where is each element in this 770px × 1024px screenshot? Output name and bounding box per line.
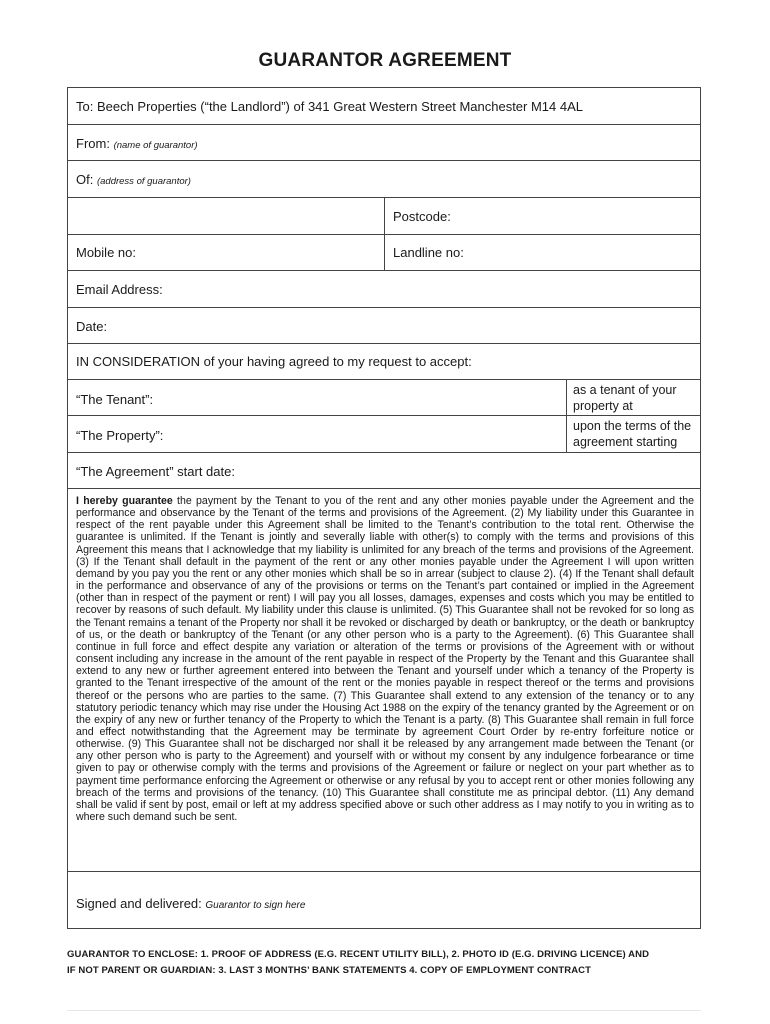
agreement-start-row[interactable] [68, 453, 700, 489]
signed-label: Signed and delivered: [76, 896, 202, 911]
email-label: Email Address: [76, 282, 163, 297]
footer-line-2: IF NOT PARENT OR GUARDIAN: 3. LAST 3 MONTHS’ BANK STATEMENTS 4. COPY OF EMPLOYMENT CONTRACT [67, 965, 592, 976]
landline-label: Landline no: [393, 245, 464, 260]
landline-field[interactable] [384, 235, 700, 270]
guarantor-name-row[interactable] [68, 125, 700, 161]
property-row [68, 416, 700, 453]
tenant-note-cell [566, 380, 700, 415]
guarantee-clause-row [68, 489, 700, 872]
from-label: From: [76, 136, 110, 151]
guarantee-clause [76, 495, 694, 823]
date-label: Date: [76, 319, 108, 334]
guarantor-form [67, 87, 701, 929]
date-row[interactable] [68, 308, 700, 344]
tenant-field[interactable] [68, 380, 566, 415]
property-note-line2: agreement starting [573, 435, 678, 449]
landlord-row [68, 88, 700, 125]
of-label: Of: [76, 172, 94, 187]
property-note-cell [566, 416, 700, 452]
mobile-label: Mobile no: [76, 245, 136, 260]
postcode-field[interactable] [384, 198, 700, 234]
tenant-label: “The Tenant”: [76, 392, 154, 407]
consideration-row [68, 344, 700, 380]
tenant-row [68, 380, 700, 416]
guarantor-address-row[interactable] [68, 161, 700, 198]
from-hint: (name of guarantor) [113, 140, 198, 151]
page-bottom-divider [67, 1010, 701, 1011]
postcode-label: Postcode: [393, 209, 451, 224]
phone-row [68, 235, 700, 271]
tenant-note-line2: property at [573, 399, 633, 413]
footer-line-1: GUARANTOR TO ENCLOSE: 1. PROOF OF ADDRESS (E.G. RECENT UTILITY BILL), 2. PHOTO ID (E.G. DRIVING LICENCE) AND [67, 949, 650, 960]
mobile-field[interactable] [68, 235, 384, 270]
guarantee-text: the payment by the Tenant to you of the rent and any other monies payable under the Agreement and the performance and observance by the Tenant of the terms and provisions of the Agreement. (2) My liability under this Guarantee in respect of the rent payable under this Agreement shall be limited to the Tenant’s contribution to the total rent. Otherwise the guarantee is unlimited. If the Tenant is jointly and severally liable with other(s) to comply with the terms and provisions of this Agreement this means that I acknowledge that my liability is unlimited for any breach of the terms and provisions of the Agreement. (3) If the Tenant shall default in the payment of the rent or any other monies payable under the Agreement I will upon written demand by you pay you the rent or any other monies which shall be so in arrear (subject to clause 2). (4) If the Tenant shall default in the performance and observance of any of the provisions or terms on the Tenant’s part contained or implied in the Agreement (other than in respect of the payment or rent) I will pay you all losses, damages, expenses and costs which you may be entitled to recover by reasons of such default. My liability under this clause is unlimited. (5) This Guarantee shall not be revoked for so long as the Tenant remains a tenant of the Property nor shall it be revoked or discharged by death or bankruptcy, or the death or bankruptcy of us, or the death or bankruptcy of the Tenant (or any other person who is a party to the Agreement). (6) This Guarantee shall continue in full force and effect despite any variation or alteration of the terms or provisions of the Agreement with or without consent including any increase in the amount of the rent payable in respect of the Property by the Tenant and this Guarantee shall extend to any new or further agreement entered into between the Tenant and yourself under which a tenancy of the Property is granted to the Tenant irrespective of the amount of the rent or the monies payable in respect thereof or the terms and provisions thereof or the persons who are parties to the same. (7) This Guarantee shall extend to any extension of the tenancy or to any statutory periodic tenancy which may rise under the Housing Act 1988 on the expiry of the tenancy granted by the Agreement or on the expiry of any new or further tenancy of the Property to which the Tenant is a party. (8) This Guarantee shall remain in full force and effect notwithstanding that the Agreement may be terminate by agreement Court Order by re-entry forfeiture notice or otherwise. (9) This Guarantee shall not be discharged nor shall it be released by any arrangement made between the Tenant (or any other person who is party to the Agreement) and yourself with or without my consent by any indulgence forbearance or time given to pay or otherwise comply with the terms and provisions of the Agreement or failure or neglect on your part whether as to payment time performance enforcing the Agreement or otherwise or any refusal by you to accept rent or other monies following any breach of the terms and provisions of the tenancy. (10) This Guarantee shall constitute me as principal debtor. (11) Any demand shall be valid if sent by post, email or left at my address specified above or such other address as I may notify to you in writing as to where such demand such be sent. [76, 495, 694, 824]
enclosure-instructions [67, 947, 649, 979]
consideration-text: IN CONSIDERATION of your having agreed to my request to accept: [76, 354, 472, 369]
property-label: “The Property”: [76, 428, 164, 443]
address-postcode-row [68, 198, 700, 235]
guarantee-lead: I hereby guarantee [76, 495, 173, 507]
document-title: GUARANTOR AGREEMENT [258, 50, 512, 71]
of-hint: (address of guarantor) [96, 176, 191, 187]
landlord-text: To: Beech Properties (“the Landlord”) of 341 Great Western Street Manchester M14 4AL [76, 99, 584, 114]
tenant-note-line1: as a tenant of your [573, 383, 677, 397]
signed-hint: Guarantor to sign here [205, 900, 306, 911]
property-note-line1: upon the terms of the [573, 419, 692, 433]
signature-row[interactable] [68, 872, 700, 928]
address-line-field[interactable] [68, 198, 384, 234]
agreement-start-label: “The Agreement” start date: [76, 464, 235, 479]
email-row[interactable] [68, 271, 700, 308]
property-field[interactable] [68, 416, 566, 452]
